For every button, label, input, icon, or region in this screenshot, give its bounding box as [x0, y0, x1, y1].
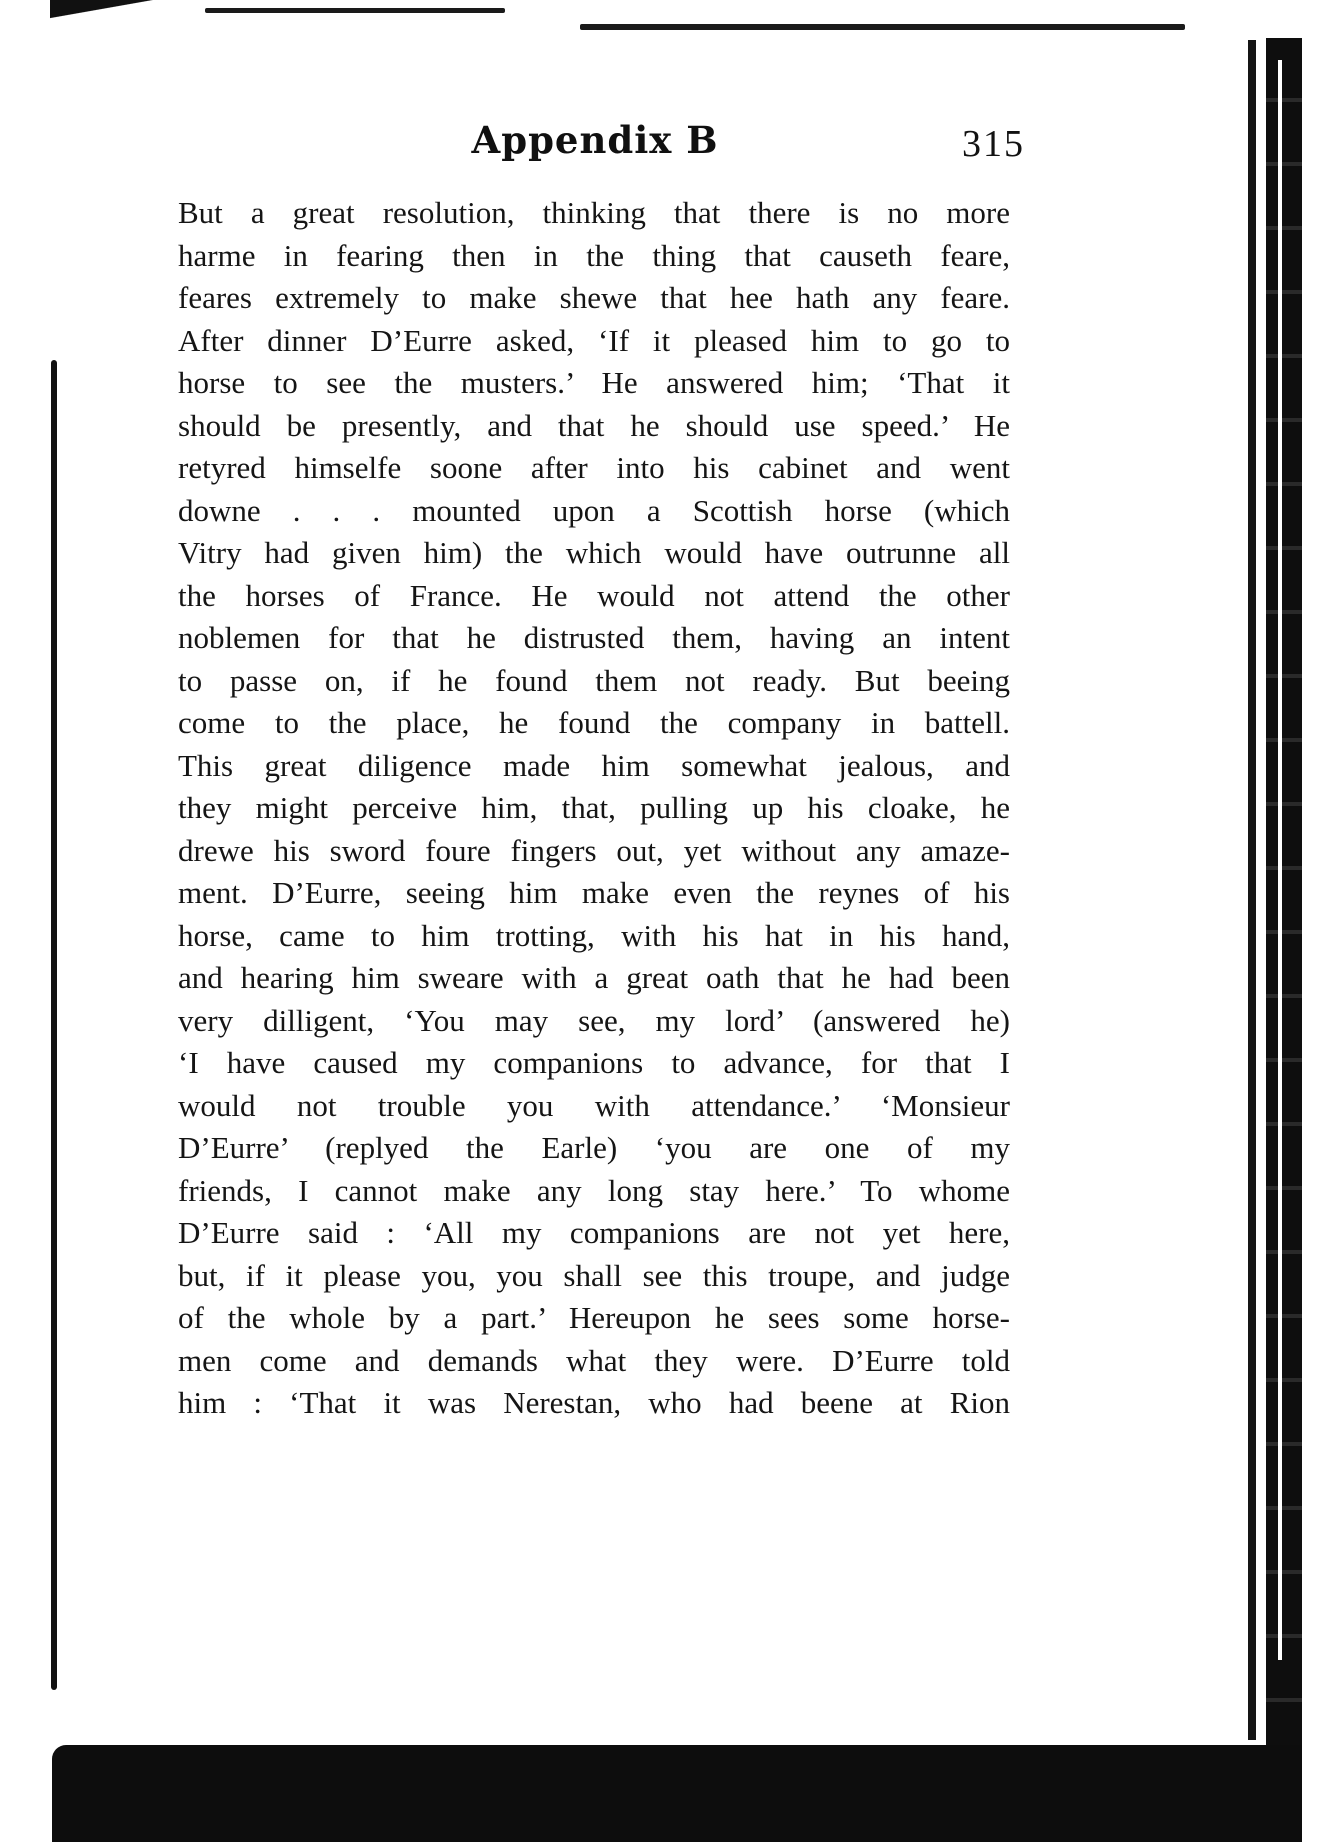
- running-head: Appendix B: [471, 118, 719, 162]
- text-line: men come and demands what they were. D’Eurre told: [178, 1342, 1010, 1378]
- text-line: friends, I cannot make any long stay here.’ To whome: [178, 1172, 1010, 1208]
- text-line: D’Eurre said : ‘All my companions are not yet here,: [178, 1215, 1010, 1250]
- text-line: of the whole by a part.’ Hereupon he sees some horse-: [178, 1300, 1010, 1335]
- text-line: drewe his sword foure fingers out, yet without any amaze-: [178, 832, 1010, 868]
- left-page-edge: [51, 360, 57, 1690]
- text-line: ment. D’Eurre, seeing him make even the reynes of his: [178, 875, 1010, 910]
- text-line: to passe on, if he found them not ready. But beeing: [178, 662, 1010, 698]
- scan-corner-shadow: [50, 0, 160, 40]
- text-line: very dilligent, ‘You may see, my lord’ (answered he): [178, 1002, 1010, 1038]
- text-line: they might perceive him, that, pulling up his cloake, he: [178, 790, 1010, 825]
- body-text: [178, 192, 1010, 1425]
- book-spine-edge: [1266, 38, 1302, 1748]
- right-page-edge: [1248, 40, 1256, 1740]
- text-line: downe . . . mounted upon a Scottish horse (which: [178, 492, 1010, 528]
- top-scan-rule-right: [580, 24, 1185, 30]
- text-line: feares extremely to make shewe that hee hath any feare.: [178, 280, 1010, 315]
- bottom-scan-shadow: [52, 1745, 1302, 1842]
- text-line: But a great resolution, thinking that there is no more: [178, 195, 1010, 230]
- text-line: come to the place, he found the company in battell.: [178, 705, 1010, 740]
- text-line: would not trouble you with attendance.’ ‘Monsieur: [178, 1087, 1010, 1123]
- text-line: horse to see the musters.’ He answered him; ‘That it: [178, 365, 1010, 400]
- text-line: ‘I have caused my companions to advance, for that I: [178, 1045, 1010, 1080]
- top-scan-rule-left: [205, 8, 505, 13]
- text-line: should be presently, and that he should use speed.’ He: [178, 407, 1010, 443]
- text-line: but, if it please you, you shall see this troupe, and judge: [178, 1257, 1010, 1293]
- text-line: him : ‘That it was Nerestan, who had beene at Rion: [178, 1385, 1010, 1420]
- text-line: After dinner D’Eurre asked, ‘If it pleased him to go to: [178, 322, 1010, 358]
- text-line: and hearing him sweare with a great oath that he had been: [178, 960, 1010, 995]
- text-line: harme in fearing then in the thing that causeth feare,: [178, 237, 1010, 273]
- text-line: noblemen for that he distrusted them, having an intent: [178, 620, 1010, 655]
- text-line: retyred himselfe soone after into his cabinet and went: [178, 450, 1010, 485]
- text-line: This great diligence made him somewhat jealous, and: [178, 747, 1010, 783]
- text-line: D’Eurre’ (replyed the Earle) ‘you are one of my: [178, 1130, 1010, 1165]
- text-line: Vitry had given him) the which would have outrunne all: [178, 535, 1010, 570]
- text-line: the horses of France. He would not attend the other: [178, 577, 1010, 613]
- text-line: horse, came to him trotting, with his hat in his hand,: [178, 917, 1010, 953]
- spine-gap: [1278, 60, 1282, 1660]
- page-number: 315: [962, 123, 1025, 165]
